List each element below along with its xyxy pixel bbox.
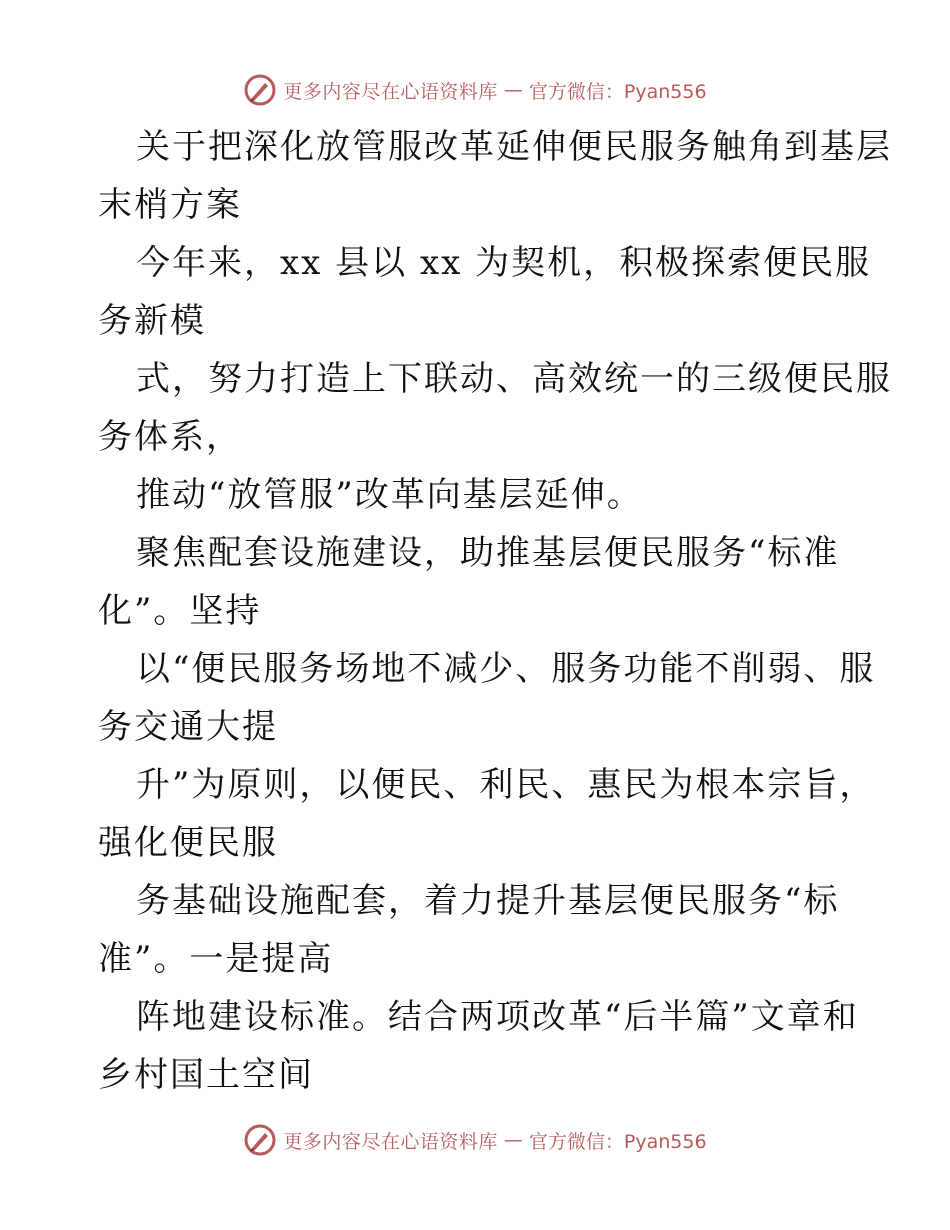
text-line: 今年来，xx 县以 xx 为契机，积极探索便民服 [136,243,872,283]
text-line: 化”。坚持 [98,591,262,631]
text-line: 升”为原则，以便民、利民、惠民为根本宗旨， [136,765,876,805]
pen-logo-icon [243,1123,277,1157]
banner-separator: — [503,79,523,101]
text-line: 推动“放管服”改革向基层延伸。 [136,475,643,515]
text-line: 关于把深化放管服改革延伸便民服务触角到基层 [136,127,892,167]
banner-text: 更多内容尽在心语资料库 [283,80,498,103]
banner-separator: — [503,1129,523,1151]
pen-logo-icon [243,73,277,107]
text-line: 务基础设施配套，着力提升基层便民服务“标 [136,881,840,921]
banner-handle: 官方微信：Pyan556 [528,1130,707,1153]
text-line: 乡村国土空间 [98,1055,314,1095]
text-line: 式，努力打造上下联动、高效统一的三级便民服 [136,359,892,399]
text-line: 强化便民服 [98,823,278,863]
banner-text: 更多内容尽在心语资料库 [283,1130,498,1153]
text-line: 阵地建设标准。结合两项改革“后半篇”文章和 [136,997,859,1037]
text-line: 准”。一是提高 [98,939,334,979]
text-line: 末梢方案 [98,185,242,225]
text-line: 聚焦配套设施建设，助推基层便民服务“标准 [136,533,840,573]
document-body [98,118,898,1104]
text-line: 务交通大提 [98,707,278,747]
footer-banner [0,1120,950,1160]
banner-handle: 官方微信：Pyan556 [528,80,707,103]
text-line: 以“便民服务场地不减少、服务功能不削弱、服 [136,649,876,689]
header-banner [0,70,950,110]
text-line: 务体系， [98,417,242,457]
text-line: 务新模 [98,301,206,341]
